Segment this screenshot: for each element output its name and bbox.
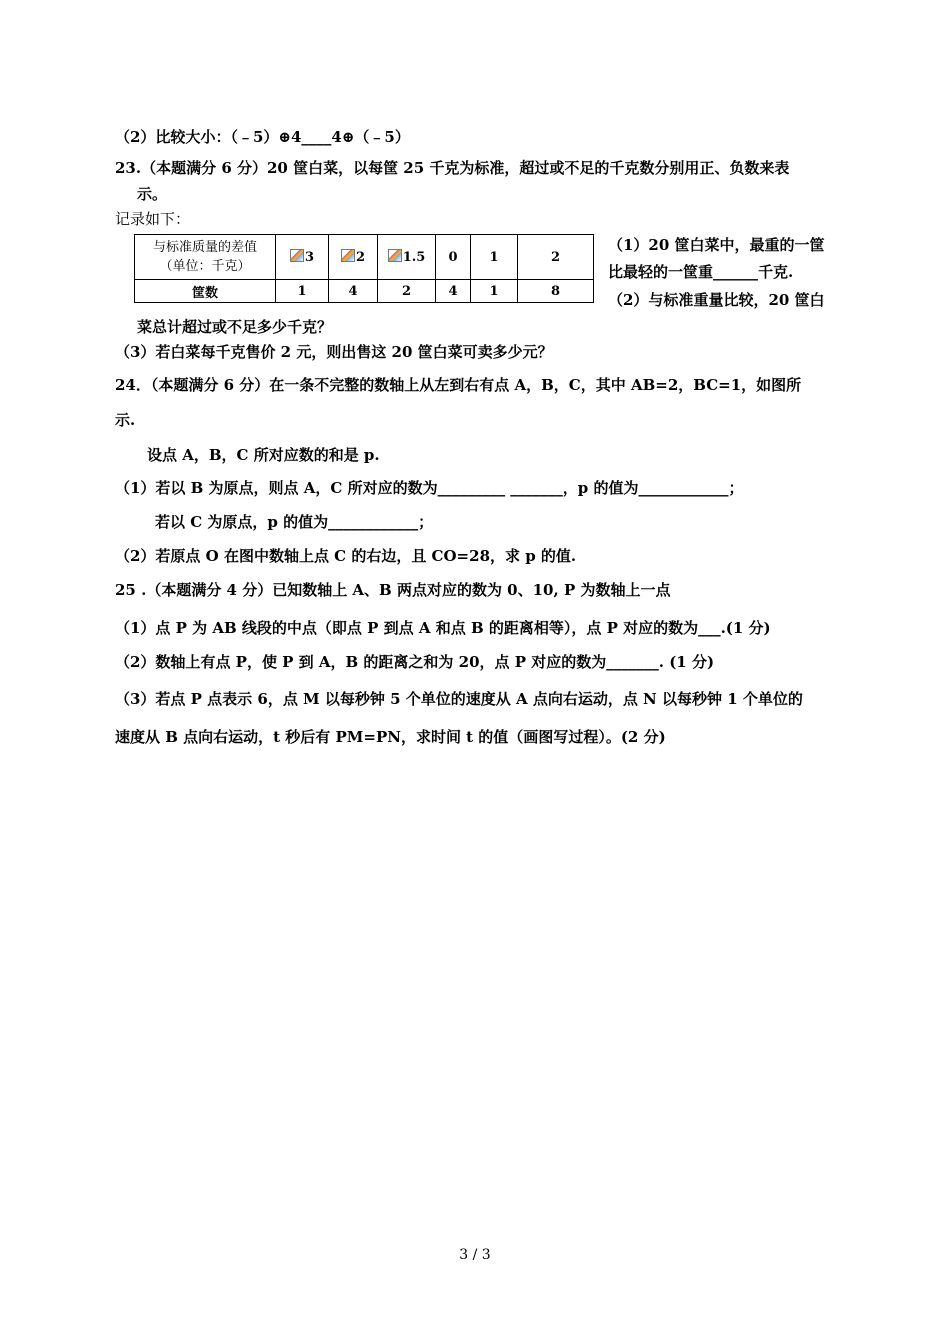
diff-cell [329, 235, 378, 280]
question-24-intro-cont: 示. [115, 411, 136, 429]
diff-cell [518, 235, 594, 280]
question-23-part2: （2）与标准重量比较，20 筐白 [608, 291, 825, 309]
table-header-line2: （单位：千克） [159, 259, 251, 274]
question-25-part3-cont: 速度从 B 点向右运动，t 秒后有 PM=PN，求时间 t 的值（画图写过程）。(2 分) [115, 728, 666, 746]
question-23-part2-cont: 菜总计超过或不足多少千克？ [137, 318, 333, 336]
question-22-part2: （2）比较大小：（﹣5）⊕4____4⊕（﹣5） [115, 128, 410, 146]
broken-image-icon [388, 249, 402, 262]
record-table [134, 234, 594, 303]
question-24-part1: （1）若以 B 为原点，则点 A，C 所对应的数为_________ _______，p 的值为____________； [115, 479, 744, 497]
count-label-cell: 筐数 [135, 280, 276, 303]
question-24-define-p: 设点 A，B，C 所对应数的和是 p. [147, 446, 380, 464]
question-24-part1-cont: 若以 C 为原点，p 的值为____________； [155, 513, 434, 531]
broken-image-icon [290, 249, 304, 262]
diff-cell [436, 235, 471, 280]
question-23-part1: （1）20 筐白菜中，最重的一筐 [608, 236, 825, 254]
count-cell: 4 [436, 280, 471, 303]
diff-cell [378, 235, 436, 280]
diff-cell [471, 235, 518, 280]
diff-value: 3 [304, 250, 315, 265]
question-25-part2: （2）数轴上有点 P，使 P 到 A，B 的距离之和为 20，点 P 对应的数为_______. (1 分) [115, 653, 715, 671]
diff-value: 2 [355, 250, 366, 265]
diff-value: 2 [550, 249, 561, 265]
broken-image-icon [341, 249, 355, 262]
question-23-intro: 23.（本题满分 6 分）20 筐白菜，以每筐 25 千克为标准，超过或不足的千克数分别用正、负数来表 [115, 159, 790, 177]
question-25-part1: （1）点 P 为 AB 线段的中点（即点 P 到点 A 和点 B 的距离相等），点 P 对应的数为___.(1 分) [115, 619, 771, 637]
question-25-part3: （3）若点 P 点表示 6，点 M 以每秒钟 5 个单位的速度从 A 点向右运动，点 N 以每秒钟 1 个单位的 [115, 690, 803, 708]
question-24-part2: （2）若原点 O 在图中数轴上点 C 的右边，且 CO=28，求 p 的值. [115, 547, 577, 565]
diff-value: 1 [489, 249, 499, 265]
question-23-part3: （3）若白菜每千克售价 2 元，则出售这 20 筐白菜可卖多少元？ [115, 343, 553, 361]
diff-value: 1.5 [402, 250, 426, 265]
question-25-intro: 25 .（本题满分 4 分）已知数轴上 A、B 两点对应的数为 0、10, P 为数轴上一点 [115, 581, 671, 599]
question-23-part1-cont: 比最轻的一筐重______千克. [608, 263, 794, 281]
table-header-cell [135, 235, 276, 280]
question-23-record-label: 记录如下： [115, 210, 191, 228]
diff-value: 0 [448, 249, 458, 265]
table-header-line1: 与标准质量的差值 [152, 240, 257, 255]
count-cell: 1 [276, 280, 329, 303]
page-number: 3 / 3 [459, 1247, 491, 1263]
count-cell: 4 [329, 280, 378, 303]
count-cell: 8 [518, 280, 594, 303]
diff-cell [276, 235, 329, 280]
question-23-intro-cont: 示。 [137, 185, 168, 203]
question-24-intro: 24．（本题满分 6 分）在一条不完整的数轴上从左到右有点 A，B，C，其中 AB=2，BC=1，如图所 [115, 376, 802, 394]
count-cell: 1 [471, 280, 518, 303]
count-cell: 2 [378, 280, 436, 303]
